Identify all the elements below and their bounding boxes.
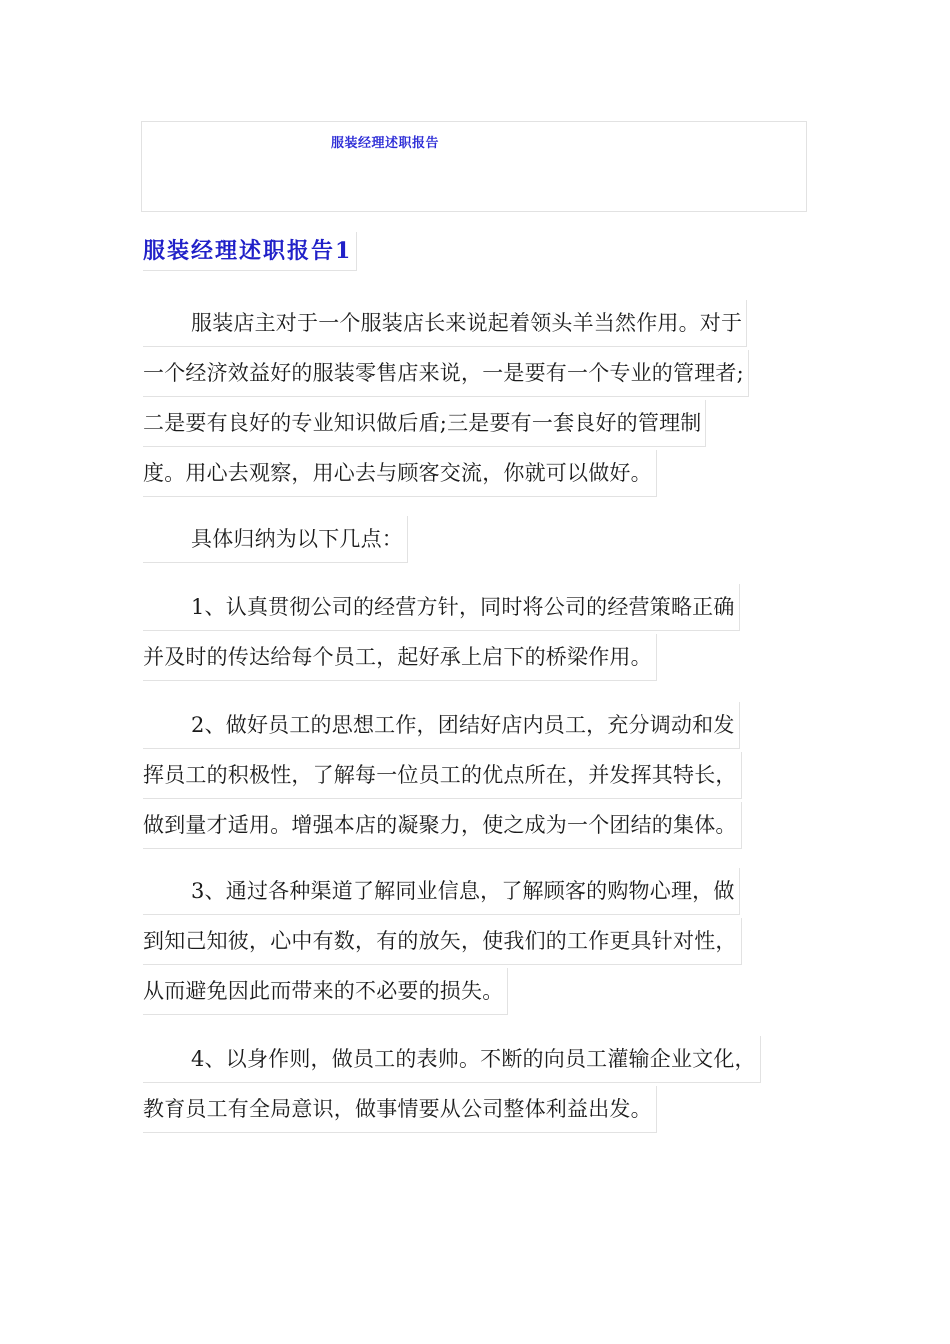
paragraph-line [143, 300, 823, 350]
paragraph-line [143, 1036, 823, 1086]
paragraph-line [143, 1086, 823, 1136]
line-text: 从而避免因此而带来的不必要的损失。 [143, 968, 508, 1015]
line-text: 度。用心去观察，用心去与顾客交流，你就可以做好。 [143, 450, 657, 497]
paragraph [143, 300, 823, 500]
paragraph-line [143, 450, 823, 500]
paragraph-line [143, 868, 823, 918]
paragraph-line [143, 968, 823, 1018]
paragraph [143, 516, 823, 566]
header-title: 服装经理述职报告 [331, 136, 440, 151]
paragraph-line [143, 802, 823, 852]
header-box [141, 121, 807, 212]
line-text: 二是要有良好的专业知识做后盾;三是要有一套良好的管理制 [143, 400, 706, 447]
line-text: 4、以身作则，做员工的表帅。不断的向员工灌输企业文化， [143, 1036, 761, 1083]
paragraph-line [143, 918, 823, 968]
line-text: 服装店主对于一个服装店长来说起着领头羊当然作用。对于 [143, 300, 747, 347]
line-text: 做到量才适用。增强本店的凝聚力，使之成为一个团结的集体。 [143, 802, 742, 849]
paragraph-line [143, 752, 823, 802]
paragraph-line [143, 634, 823, 684]
paragraph-line [143, 584, 823, 634]
line-text: 并及时的传达给每个员工，起好承上启下的桥梁作用。 [143, 634, 657, 681]
line-text: 具体归纳为以下几点： [143, 516, 408, 563]
paragraph [143, 868, 823, 1018]
line-text: 2、做好员工的思想工作，团结好店内员工，充分调动和发 [143, 702, 740, 749]
paragraph-line [143, 702, 823, 752]
line-text: 到知己知彼，心中有数，有的放矢，使我们的工作更具针对性， [143, 918, 742, 965]
paragraph-line [143, 400, 823, 450]
section-heading: 服装经理述职报告1 [143, 232, 357, 271]
paragraph [143, 584, 823, 684]
paragraph [143, 702, 823, 852]
paragraph-line [143, 350, 823, 400]
line-text: 教育员工有全局意识，做事情要从公司整体利益出发。 [143, 1086, 657, 1133]
paragraph [143, 1036, 823, 1136]
line-text: 挥员工的积极性，了解每一位员工的优点所在，并发挥其特长， [143, 752, 742, 799]
line-text: 3、通过各种渠道了解同业信息，了解顾客的购物心理，做 [143, 868, 740, 915]
line-text: 一个经济效益好的服装零售店来说，一是要有一个专业的管理者; [143, 350, 749, 397]
paragraph-line [143, 516, 823, 566]
line-text: 1、认真贯彻公司的经营方针，同时将公司的经营策略正确 [143, 584, 740, 631]
